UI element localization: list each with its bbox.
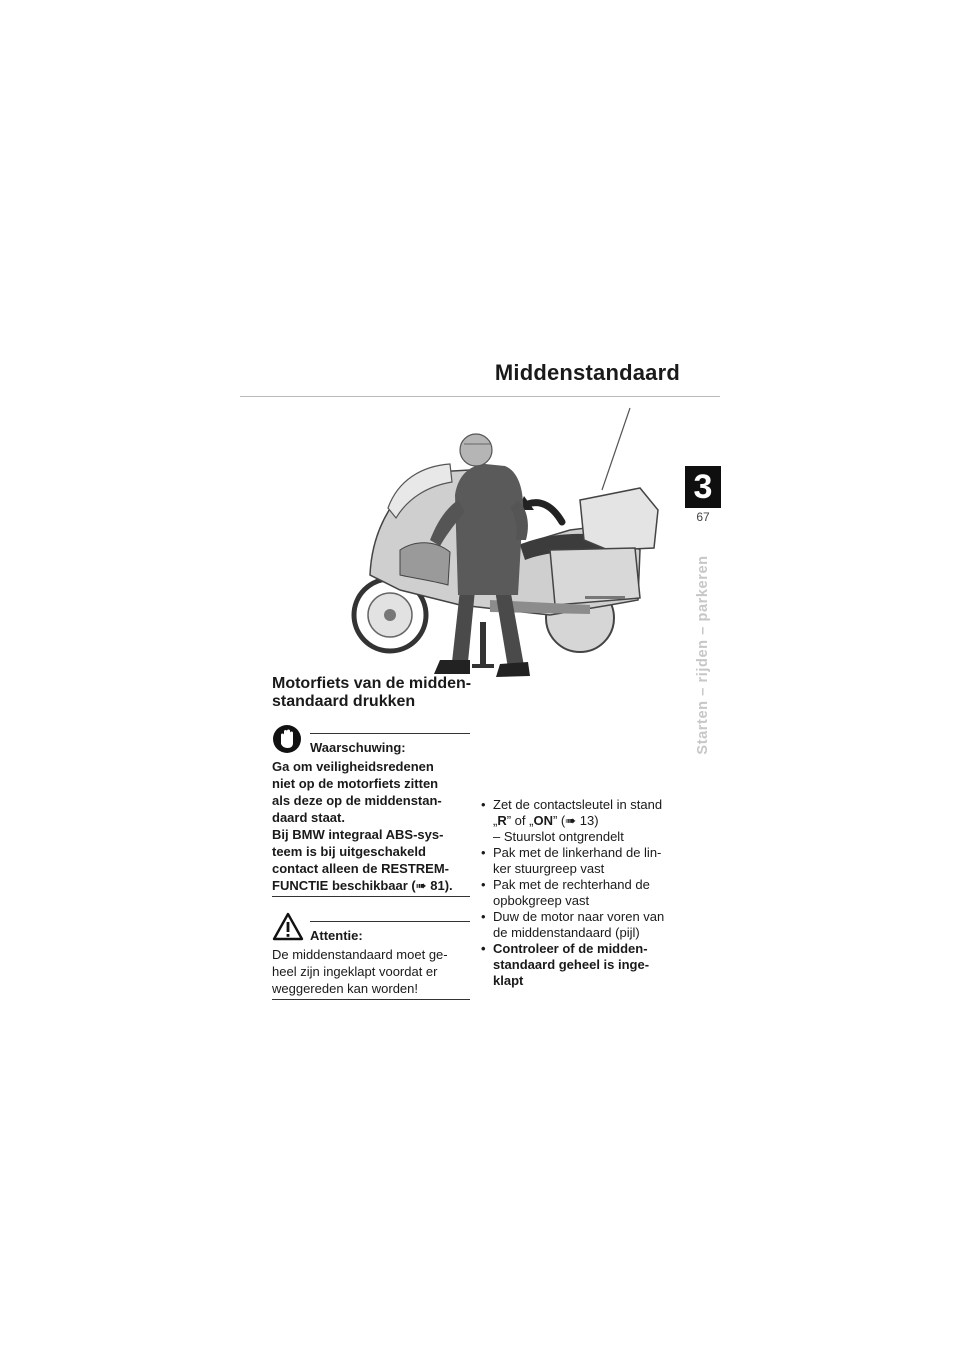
warning-line: daard staat.: [272, 810, 345, 825]
list-item: [480, 845, 690, 877]
section-heading-line: Motorfiets van de midden-: [272, 675, 472, 692]
step-text: klapt: [493, 973, 524, 988]
warning-label: Waarschuwing:: [310, 740, 406, 755]
list-item: [480, 909, 690, 941]
quote-mark: „: [493, 813, 498, 828]
page-number: 67: [696, 510, 710, 524]
instruction-steps: [480, 797, 690, 989]
bullet: •: [481, 941, 486, 956]
step-text: [493, 813, 690, 829]
warning-box: [272, 733, 470, 897]
list-item: [480, 877, 690, 909]
page-title: Middenstandaard: [494, 360, 680, 385]
attention-line: De middenstandaard moet ge-: [272, 947, 448, 962]
attention-line: heel zijn ingeklapt voordat er: [272, 964, 438, 979]
warning-line: contact alleen de RESTREM-: [272, 861, 449, 876]
key-position-r: R: [497, 813, 507, 828]
chapter-side-label: Starten – rijden – parkeren: [695, 555, 711, 755]
warning-line: Bij BMW integraal ABS-sys-: [272, 827, 444, 842]
page-reference: ” (➠ 13): [552, 813, 599, 828]
step-text: ker stuurgreep vast: [493, 861, 605, 876]
step-text: Pak met de rechterhand de: [493, 877, 650, 892]
title-divider: [240, 396, 720, 397]
bullet: •: [481, 845, 486, 860]
section-heading-line: standaard drukken: [272, 693, 416, 710]
section-heading: [272, 675, 472, 711]
key-position-on: ON: [533, 813, 553, 828]
step-text: opbokgreep vast: [493, 893, 590, 908]
list-item: [480, 797, 690, 829]
attention-label: Attentie:: [310, 928, 363, 943]
warning-line: teem is bij uitgeschakeld: [272, 844, 426, 859]
attention-text: [272, 946, 470, 997]
bullet: •: [481, 877, 486, 892]
step-text-fragment: ” of „: [506, 813, 534, 828]
attention-line: weggereden kan worden!: [272, 981, 418, 996]
chapter-tab: 3: [685, 466, 721, 508]
bullet: •: [481, 797, 486, 812]
warning-text: [272, 758, 470, 894]
warning-triangle-icon: [272, 912, 304, 942]
hand-stop-icon: [272, 724, 302, 754]
bullet: •: [481, 909, 486, 924]
attention-box: [272, 921, 470, 1000]
warning-bottom-rule: [272, 896, 470, 897]
step-text: Pak met de linkerhand de lin-: [493, 845, 662, 860]
list-item: [480, 941, 690, 989]
attention-bottom-rule: [272, 999, 470, 1000]
step-text: Zet de contactsleutel in stand: [493, 797, 663, 812]
step-text: Duw de motor naar voren van: [493, 909, 665, 924]
motorcycle-centre-stand-illustration: [340, 400, 670, 680]
warning-line: FUNCTIE beschikbaar (➠ 81).: [272, 878, 453, 893]
warning-line: Ga om veiligheidsredenen: [272, 759, 434, 774]
step-text: standaard geheel is inge-: [493, 957, 650, 972]
list-subitem: – Stuurslot ontgrendelt: [493, 829, 624, 844]
warning-line: niet op de motorfiets zitten: [272, 776, 439, 791]
step-text: Controleer of de midden-: [493, 941, 648, 956]
step-text: de middenstandaard (pijl): [493, 925, 640, 940]
warning-line: als deze op de middenstan-: [272, 793, 442, 808]
